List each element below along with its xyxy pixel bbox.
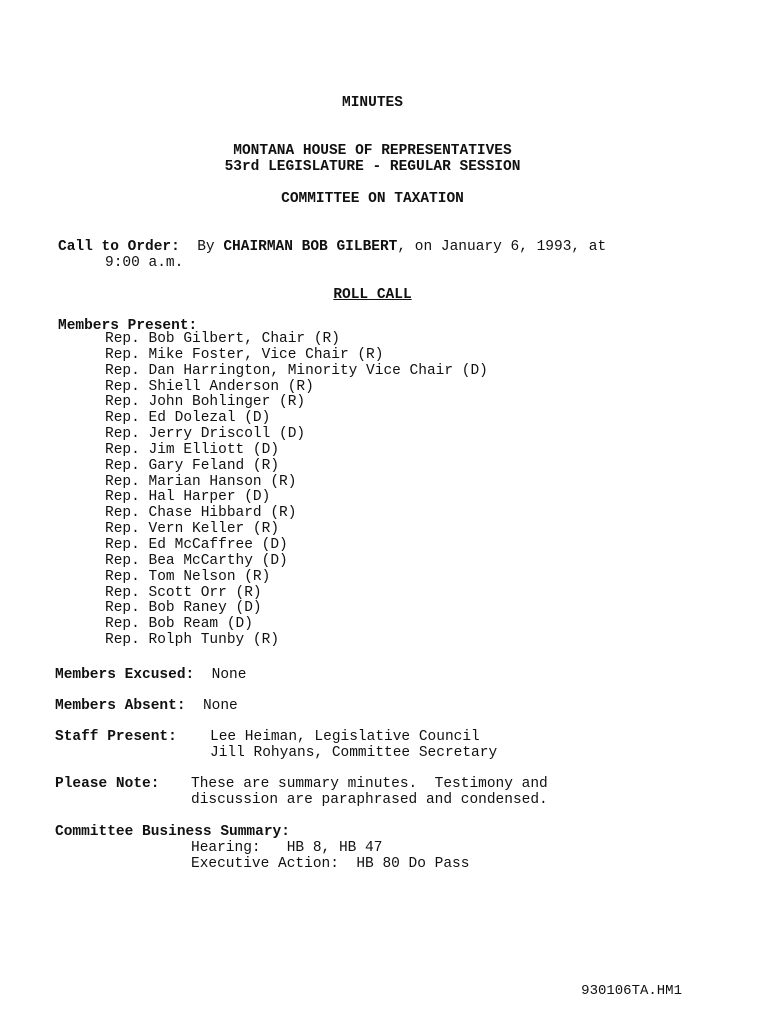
- staff-present-label: Staff Present:: [55, 729, 177, 745]
- members-excused-label: Members Excused:: [55, 667, 195, 683]
- list-item: Rep. Ed McCaffree (D): [105, 536, 288, 553]
- call-to-order-date: , on January 6, 1993, at: [397, 239, 607, 255]
- roll-call-heading: ROLL CALL: [333, 287, 412, 303]
- list-item: Rep. Marian Hanson (R): [105, 473, 297, 490]
- members-excused-value: None: [211, 667, 247, 683]
- list-item: Rep. Rolph Tunby (R): [105, 632, 280, 649]
- document-id: 930106TA.HM1: [581, 983, 682, 999]
- list-item: Rep. Hal Harper (D): [105, 489, 271, 506]
- staff-present-line-1: Lee Heiman, Legislative Council: [210, 729, 480, 745]
- members-absent-value: None: [202, 698, 238, 714]
- committee-name: COMMITTEE ON TAXATION: [281, 191, 464, 207]
- please-note-line-1: These are summary minutes. Testimony and: [191, 776, 548, 792]
- members-absent-line: [55, 698, 238, 714]
- list-item: Rep. Dan Harrington, Minority Vice Chair (D): [105, 362, 488, 379]
- call-to-order-label: Call to Order:: [58, 239, 180, 255]
- list-item: Rep. Scott Orr (R): [105, 584, 262, 601]
- chairman-name: CHAIRMAN BOB GILBERT: [223, 239, 398, 255]
- list-item: Rep. Chase Hibbard (R): [105, 505, 297, 522]
- document-title: MINUTES: [342, 95, 403, 111]
- hearing-line: [191, 840, 382, 856]
- executive-action-value: HB 80 Do Pass: [356, 856, 470, 872]
- executive-action-label: Executive Action:: [191, 856, 339, 872]
- list-item: Rep. Tom Nelson (R): [105, 568, 271, 585]
- list-item: Rep. Mike Foster, Vice Chair (R): [105, 346, 384, 363]
- members-excused-line: [55, 667, 246, 683]
- legislative-body: MONTANA HOUSE OF REPRESENTATIVES: [233, 143, 512, 159]
- executive-action-line: [191, 856, 469, 872]
- list-item: Rep. John Bohlinger (R): [105, 394, 306, 411]
- call-to-order-line: [58, 239, 606, 255]
- hearing-label: Hearing:: [191, 840, 261, 856]
- please-note-line-2: discussion are paraphrased and condensed.: [191, 792, 548, 808]
- call-to-order-time: 9:00 a.m.: [105, 255, 184, 271]
- members-present-list: [105, 332, 488, 649]
- list-item: Rep. Shiell Anderson (R): [105, 378, 314, 395]
- list-item: Rep. Bea McCarthy (D): [105, 552, 288, 569]
- list-item: Rep. Bob Ream (D): [105, 616, 253, 633]
- session-name: 53rd LEGISLATURE - REGULAR SESSION: [224, 159, 521, 175]
- list-item: Rep. Jim Elliott (D): [105, 441, 280, 458]
- staff-present-line-2: Jill Rohyans, Committee Secretary: [210, 745, 498, 761]
- hearing-value: HB 8, HB 47: [286, 840, 383, 856]
- list-item: Rep. Bob Gilbert, Chair (R): [105, 331, 340, 347]
- call-to-order-by: By: [197, 239, 215, 255]
- list-item: Rep. Bob Raney (D): [105, 600, 262, 617]
- list-item: Rep. Ed Dolezal (D): [105, 410, 271, 427]
- business-summary-label: Committee Business Summary:: [55, 824, 290, 840]
- members-present-label: Members Present:: [58, 318, 198, 334]
- list-item: Rep. Gary Feland (R): [105, 457, 280, 474]
- members-absent-label: Members Absent:: [55, 698, 186, 714]
- please-note-label: Please Note:: [55, 776, 160, 792]
- list-item: Rep. Jerry Driscoll (D): [105, 426, 306, 443]
- list-item: Rep. Vern Keller (R): [105, 521, 280, 538]
